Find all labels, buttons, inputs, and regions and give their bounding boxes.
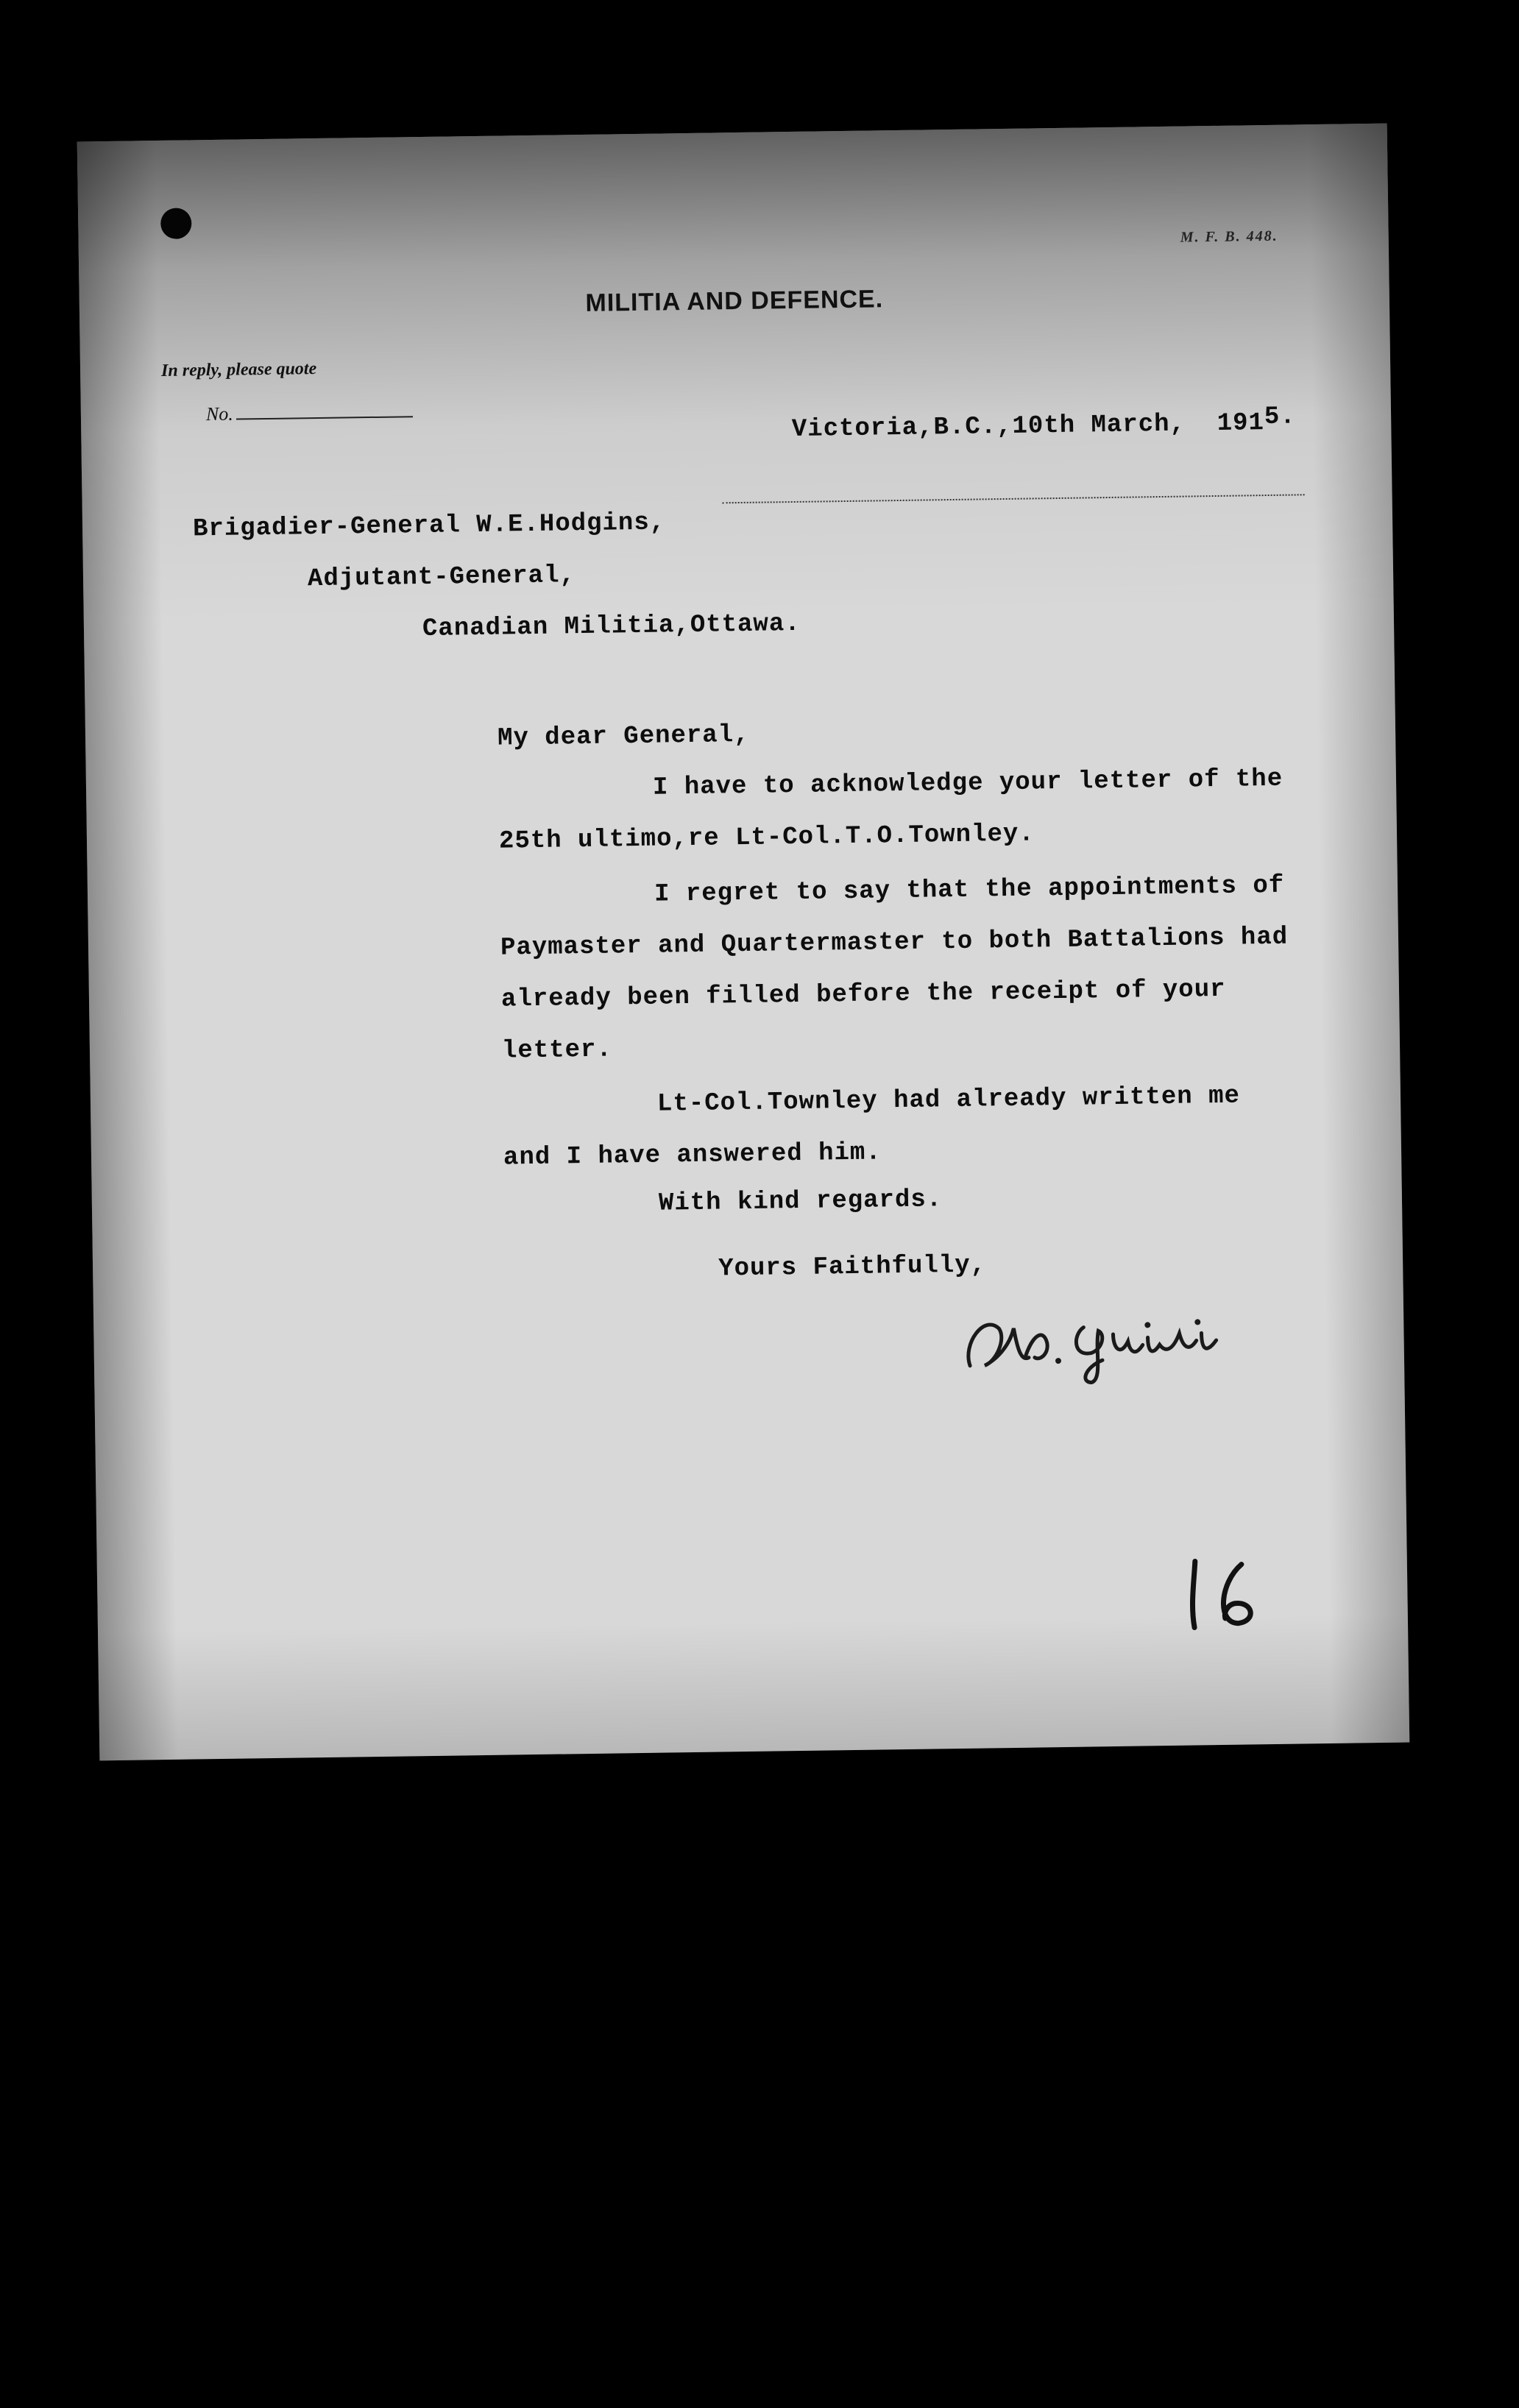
addressee-line-3: Canadian Militia,Ottawa. xyxy=(422,609,801,644)
dateline-text: Victoria,B.C.,10th March, 191 xyxy=(791,409,1265,445)
closing: Yours Faithfully, xyxy=(718,1251,987,1283)
body-line-9: With kind regards. xyxy=(658,1186,943,1218)
form-code: M. F. B. 448. xyxy=(1180,227,1278,246)
body-line-7: Lt-Col.Townley had already written me xyxy=(656,1082,1241,1119)
body-line-6: letter. xyxy=(501,1035,613,1066)
body-line-4: Paymaster and Quartermaster to both Battalions had xyxy=(500,923,1289,963)
dateline-rule xyxy=(723,494,1304,503)
body-line-2: 25th ultimo,re Lt-Col.T.O.Townley. xyxy=(498,820,1035,856)
dateline-year-suffix: 5. xyxy=(1264,403,1296,432)
body-line-8: and I have answered him. xyxy=(503,1139,882,1172)
body-line-3: I regret to say that the appointments of xyxy=(654,871,1285,909)
letter-sheet xyxy=(77,124,1410,1761)
punch-hole xyxy=(160,208,192,239)
reference-number-field xyxy=(206,400,413,425)
body-line-1: I have to acknowledge your letter of the xyxy=(652,765,1283,802)
reference-number-rule xyxy=(236,416,413,419)
body-line-5: already been filled before the receipt of your xyxy=(500,975,1226,1014)
addressee-line-1: Brigadier-General W.E.Hodgins, xyxy=(192,509,666,544)
addressee-line-2: Adjutant-General, xyxy=(307,562,576,594)
page-number xyxy=(1179,1553,1269,1635)
handwritten-signature-icon xyxy=(955,1281,1280,1388)
letterhead-title: MILITIA AND DEFENCE. xyxy=(585,285,884,317)
dateline xyxy=(729,380,1297,500)
reference-number-label: No. xyxy=(205,403,233,425)
salutation: My dear General, xyxy=(497,720,750,753)
reply-note: In reply, please quote xyxy=(160,359,317,380)
